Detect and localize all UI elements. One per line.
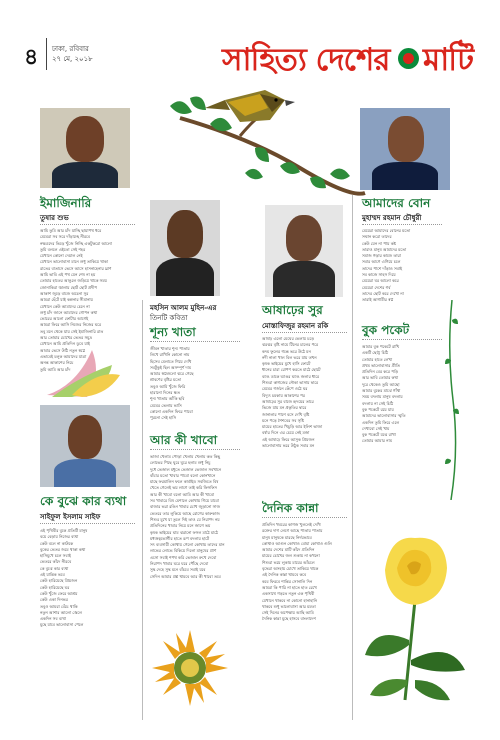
poem-line: আমি ভাবি এই পথ যেন শেষ না হয় bbox=[40, 272, 96, 278]
poem-line: মনে পড়ে শৈশবের সব সৃষ্টি bbox=[262, 417, 304, 423]
dotted-separator bbox=[150, 341, 240, 342]
poem-line: দূরে থেকেও তুমি আছো bbox=[362, 381, 400, 387]
poem-line: যেখানে কেউ আমাদের চেনে না bbox=[40, 303, 90, 309]
poem-line: বুকের ভেতর জমে থাকা কথা bbox=[40, 546, 86, 552]
poem-line: প্রতিদিন খবরের কাগজ খুললেই দেখি bbox=[262, 522, 321, 527]
poem-line: কেউ খুঁজে ফেরে আশ্রয় bbox=[40, 590, 78, 596]
poem-line: জোনাকিরা জ্বালায় ছোট ছোট প্রদীপ bbox=[40, 284, 97, 290]
date-line bbox=[52, 44, 93, 64]
rose-illustration bbox=[355, 530, 475, 705]
poem-title: আমাদের বোন bbox=[362, 196, 431, 210]
poem-line: আর তোমার চোখের ভেতর সমুদ্র bbox=[40, 335, 93, 341]
poem-line: সৎ ব্যবসায়ী কোথায় গেলো কোথায় তাদের মান bbox=[150, 542, 225, 548]
poem-line: তোমার হাতে লেখা bbox=[362, 356, 393, 362]
poem-line: বদলায় না সেই চিঠি bbox=[362, 400, 394, 406]
poem-line: কে বুঝে কার ব্যথা bbox=[40, 565, 69, 571]
poem-line: এই দৈনিক কান্না থামবে কবে bbox=[262, 572, 307, 578]
poem-line: তবু মনে থেকে যায় সেই ইমাজিনারি রাত bbox=[40, 328, 104, 334]
poem-line: তোমার আমার নাম bbox=[362, 438, 392, 444]
poem-line: ভাজা খেলাম পোড়া খেলাম খেলাম কত কিছু bbox=[150, 454, 221, 459]
poem-author: সাইফুল ইসলাম সাইফ bbox=[40, 513, 101, 521]
poem-line: যেখানে কোনো দেয়াল নেই bbox=[40, 253, 83, 259]
poem-line: তারাই আগামীর স্বপ্ন bbox=[362, 297, 394, 303]
dotted-separator bbox=[40, 224, 135, 225]
dotted-separator bbox=[262, 517, 347, 518]
poem-line: নতুন আশার আলো জ্বেলে bbox=[40, 609, 82, 615]
poem-line: জীবন খাতার শূন্য পাতায় bbox=[150, 346, 190, 351]
poem-line: আষাঢ় এলো মেঘের ভেলায় চড়ে bbox=[262, 336, 314, 341]
poem-title: দৈনিক কান্না bbox=[262, 501, 319, 515]
poem-line: মায়ের চোখের জল শুকায় না কখনো bbox=[262, 553, 320, 559]
poem-line: খেতে গেলেই ভয় লাগে তাই করি ফিসফিস bbox=[150, 485, 217, 491]
poem-line: আমার বুকের মাঝে গাঁথা bbox=[362, 388, 401, 394]
poem-line: বিদ্যুৎ চমকায় আকাশের পর bbox=[262, 392, 305, 398]
poem-line: সবটুকুই ছিল অসম্পূর্ণ দাম bbox=[150, 364, 191, 370]
bird-on-branch-illustration bbox=[160, 78, 370, 198]
poem-line: একদিন সব ব্যথা bbox=[40, 616, 67, 622]
poem-title: আষাঢ়ের সুর bbox=[262, 303, 323, 317]
poem-line: আর ভাবি তোমার কথা bbox=[362, 375, 399, 381]
poem-line: হিসেব মেলাতে গিয়ে দেখি bbox=[150, 358, 192, 364]
author-photo-rocky bbox=[265, 205, 343, 297]
sunflower-illustration bbox=[150, 628, 230, 708]
poem-line: মুছে যাবে ভালোবাসা পেলে bbox=[40, 622, 84, 628]
poem-line: কেউ হারিয়েছে প্রিয়জন bbox=[40, 578, 78, 584]
poem-line: রাতের বাতাসে ভেসে আসে হাসনাহেনার ঘ্রাণ bbox=[40, 265, 112, 271]
poem-line: লাভের লোভে বিকিয়ে দিলো মানুষের প্রাণ bbox=[150, 548, 217, 554]
flag-emblem-icon bbox=[398, 48, 419, 69]
poem-line: দৈনিক কান্না মুছে হাসবে বাংলাদেশ bbox=[262, 616, 316, 622]
poem-line: বৃদ্ধেরা অসহায় চোখে তাকিয়ে থাকে bbox=[262, 566, 319, 572]
author-photo-chowdhury bbox=[360, 108, 450, 190]
page-number: ৪ bbox=[24, 44, 39, 70]
poem-line: মায়ের হাতের খিচুড়ি আর ইলিশ ভাজা bbox=[262, 424, 323, 430]
poem-author: মোস্তাফিজুর রহমান রকি bbox=[262, 322, 329, 330]
poem-line: আমরা হেঁটে যাই কল্পনার সীমানায় bbox=[40, 297, 93, 303]
poem-line: জানালার পাশে বসে দেখি বৃষ্টি bbox=[262, 411, 310, 417]
poem-line: সম্মান করো তাদের bbox=[362, 234, 392, 240]
poem-line: সমাজ গড়ার কাজে তারা bbox=[362, 253, 401, 259]
poem-line: কদম ফুলের গন্ধে ভরে উঠে মন bbox=[262, 348, 311, 354]
poem-line: যেখানে আমি প্রতিদিন ডুবে যাই bbox=[40, 341, 90, 347]
author-photo-tushar bbox=[40, 108, 130, 188]
vine-decoration-icon bbox=[445, 300, 459, 500]
poem-author: তুষার শুভ bbox=[40, 214, 69, 222]
poem-line: ভালোবাসায় ভরে উঠুক সবার মন bbox=[262, 443, 315, 449]
poem-line: হারানো দিনের ক্ষত bbox=[150, 390, 181, 396]
poem-line: বুক পকেটে রয়ে যায় bbox=[362, 406, 394, 412]
poem-line: একদিন তুমি ফিরে এলে bbox=[362, 419, 400, 425]
poem-line: কোনো একদিন ফিরে পাবো bbox=[150, 408, 193, 414]
poem-subtitle: তিনটি কবিতা bbox=[150, 314, 188, 322]
poem-line: বুক পকেটে যত্নে রাখা bbox=[362, 432, 396, 438]
author-photo-mohsin bbox=[150, 200, 220, 296]
poem-line: মানুষ মানুষকে মারছে নির্দয়ভাবে bbox=[262, 534, 312, 540]
poem-line: সেই দিনের অপেক্ষায় আছি আমি bbox=[262, 610, 314, 616]
poem-body bbox=[362, 344, 444, 512]
poem-line: এই পৃথিবীর বুকে প্রতিটি মানুষ bbox=[40, 528, 88, 533]
poem-line: এই আষাঢ়ে ফিরে আসুক প্রিয়জন bbox=[262, 436, 315, 442]
poem-line: শূন্য খাতায় আঁকি ছবি bbox=[150, 396, 185, 402]
poem-author: মুহাম্মদ রহমান চৌধুরী bbox=[362, 214, 422, 222]
dotted-separator bbox=[362, 224, 442, 225]
poem-line: মেয়েরা আমাদের বোনের মতো bbox=[362, 228, 411, 233]
poem-line: শিশুরা কাগজের নৌকা ভাসায় দ্বারে bbox=[262, 380, 319, 386]
poem-line: মেঘের ভেলায় ভাসি bbox=[150, 402, 182, 408]
poem-title: শূন্য খাতা bbox=[150, 325, 196, 339]
poem-line: আমাদের ভালোবাসার স্মৃতি bbox=[362, 413, 406, 419]
poem-line: কৃষক ভাইয়ের ঘাম ঝরানো ফসল মাঠে মাঠে bbox=[150, 529, 219, 535]
poem-line: যেখানে থাকবে না কোনো হানাহানি bbox=[262, 597, 318, 603]
poem-line: এভাবেই চলুক আমাদের যাত্রা bbox=[40, 353, 87, 359]
poem-line: প্রতিদিনের খাবার নিয়ে মনে জাগে ভয় bbox=[150, 523, 211, 529]
poem-body bbox=[40, 528, 138, 696]
poem-line: মধ্যস্বত্বভোগীর হাতে রূপ বদলায় হাটে bbox=[150, 535, 210, 541]
poem-line: আকাশ জুড়ে বাজে অচেনা সুর bbox=[40, 290, 89, 296]
poem-line: তবুও আমরা বেঁচে থাকি bbox=[40, 603, 78, 609]
poem-line: মাছে ফরমালিন ফলে কার্বাইড সবজিতে বিষ bbox=[150, 479, 219, 485]
poem-line: ভেতরে তার লুকিয়ে আছে রোগের কারুকাজ bbox=[150, 510, 220, 516]
poem-line: আমার স্বপ্নগুলো ঝরে গেছে bbox=[150, 371, 194, 377]
poem-line: কেউ বলে না কাউকে bbox=[40, 540, 74, 546]
poem-line: বর্ষার দিনে এর চেয়ে নেই মজা bbox=[262, 430, 310, 436]
poem-line: শ্রাবণের বৃষ্টির মতো bbox=[150, 377, 182, 383]
poem-line: আর কী খাবো বলো আমি আর কী খাবো bbox=[150, 491, 215, 497]
poem-line: বাজার ভরা রঙিন খাবার চোখ জুড়ানো সাজ bbox=[150, 504, 221, 510]
poem-line: সুস্থ দেহে সুস্থ মনে বাঁচবে সবাই যবে bbox=[150, 567, 206, 573]
dotted-separator bbox=[362, 339, 442, 340]
poem-line: ব্যাঙ ডাকে ঘ্যাঙর ঘ্যাঙ জলার ধারে bbox=[262, 373, 320, 379]
header-divider bbox=[46, 38, 47, 70]
poem-line: শুধু চাঁদ জানে আমাদের গোপন কথা bbox=[40, 309, 98, 315]
poem-line: পুরনো সেই হাসি bbox=[150, 415, 177, 421]
masthead-title-part1: সাহিত্য দেশের bbox=[222, 42, 390, 78]
poem-line: আমরা কি পারি না হাতে হাত রেখে bbox=[262, 584, 317, 590]
poem-title: বুক পকেট bbox=[362, 323, 410, 337]
poem-line: শিশুরা ভয়ে লুকায় মায়ের আঁচলে bbox=[262, 559, 315, 565]
poem-line: দুধে ভেজাল মধুতে ভেজাল ভেজাল সবখানে bbox=[150, 466, 221, 472]
poem-line: প্রথম ভালোবাসার প্রীতি bbox=[362, 362, 400, 368]
poem-line: তবুও আমি খুঁজে ফিরি bbox=[150, 383, 186, 389]
poem-line: সব খাবারে বিষ মেশালে কোথায় গিয়ে যাবো bbox=[150, 498, 219, 504]
poem-line: তুমি আমি আর চাঁদ bbox=[40, 366, 71, 372]
poem-body bbox=[262, 336, 348, 494]
poem-title: আর কী খাবো bbox=[150, 433, 218, 447]
poem-line: কেউ যেন না পায় কষ্ট bbox=[362, 240, 396, 246]
poem-body bbox=[40, 228, 140, 378]
poem-body bbox=[262, 522, 348, 690]
dotted-separator bbox=[262, 332, 347, 333]
poem-line: আবার ভেসে উঠি নতুন স্বপ্নে bbox=[40, 347, 86, 353]
poem-line: কেউ হারিয়েছে ঘর bbox=[40, 584, 70, 590]
poem-line: ভেতরে কাঁদে নীরবে bbox=[40, 559, 72, 565]
poem-title: কে বুঝে কার ব্যথা bbox=[40, 494, 127, 508]
poem-line: লিখে রাখিনি কোনো নাম bbox=[150, 352, 190, 358]
poem-line: সময় বদলায় মানুষ বদলায় bbox=[362, 394, 403, 400]
poem-line: প্রতিদিন বের করে পড়ি bbox=[362, 369, 398, 375]
poem-line: কৃষক ভাইয়ের মুখে হাসি ফোটে bbox=[262, 361, 311, 367]
poem-body bbox=[362, 228, 444, 318]
poem-line: বাঁচার মতো খাবার পাবো বলো কোনখানে bbox=[150, 472, 216, 478]
poem-body bbox=[150, 346, 245, 426]
poem-line: এই যান্ত্রিক ভবে bbox=[40, 572, 65, 578]
poem-line: আমি তুমি আর চাঁদ যাচ্ছি ছায়াপথ ধরে bbox=[40, 228, 102, 233]
poem-line: সব কাজে সাহস দিয়ে bbox=[362, 272, 396, 278]
poem-author: মহসিন আলম মুহিন-এর bbox=[150, 304, 217, 312]
poem-line: একসাথে গড়তে নতুন এক পৃথিবী bbox=[262, 591, 315, 597]
author-photo-saiful bbox=[40, 405, 130, 487]
poem-line: বয়ে বেড়ায় নিজের ব্যথা bbox=[40, 534, 79, 540]
poem-line: মেঘেরা সব সরে দাঁড়াচ্ছে নীরবে bbox=[40, 234, 90, 240]
poem-line: মেঘের গর্জনে কেঁপে ওঠে ঘর bbox=[262, 386, 308, 392]
date-line-1: ঢাকা, রবিবার bbox=[52, 45, 89, 53]
poem-line: তোমার হাতের আঙুলে জড়িয়ে থাকে সময় bbox=[40, 278, 107, 284]
poem-line: তুমি বললে এইতো সেই শহর bbox=[40, 246, 86, 252]
poem-line: রক্তের দাগ লেগে আছে পাতায় পাতায় bbox=[262, 528, 323, 534]
poem-line: মেয়েরা ঘর আলো করে bbox=[362, 278, 399, 284]
poem-line: তাদের পাশে দাঁড়াও সবাই bbox=[362, 265, 403, 271]
poem-line: আমার বুক পকেটে রাখি bbox=[362, 344, 400, 349]
poem-line: নিরাপদ খাবার ঘরে ঘরে পৌঁছে দেবো bbox=[150, 561, 209, 567]
date-line-2: ২৭ মে, ২০১৮ bbox=[52, 55, 93, 63]
poem-line: শিশুর মুখে যা তুলে দিই তাও যে নিরাপদ নয় bbox=[150, 516, 220, 522]
poem-line: অনন্ত আকাশের নিচে bbox=[40, 360, 74, 366]
poem-line: এসো সবাই শপথ করি ভেজাল রুখে দেবো bbox=[150, 554, 217, 560]
poem-line: নদী নালা খাল বিল ভরে যায় তখন bbox=[262, 354, 317, 360]
poem-line: আমরা ফিরে আসি নিজের নিজের ঘরে bbox=[40, 322, 102, 328]
poem-line: ভোরের আলো ফোটার আগেই bbox=[40, 316, 89, 322]
poem-line: আষাঢ়ের সুর বাজে হৃদয়ের তারে bbox=[262, 398, 314, 404]
poem-line: নক্ষত্রদের ভিড়ে খুঁজে নিচ্ছি একটুকরো আলো bbox=[40, 240, 112, 246]
poem-line: লোভের পিছে ঘুরে ঘুরে হলাম শুধু নিচু bbox=[150, 460, 211, 466]
poem-line: ধানের চারা রোপণ করতে মাঠে ছোটে bbox=[262, 367, 321, 373]
poem-line: কবে ফিরবে শান্তির সোনালি দিন bbox=[262, 578, 313, 584]
column-rule bbox=[142, 300, 143, 720]
poem-line: আমার দেশের মাটি কাঁদে প্রতিদিন bbox=[262, 547, 315, 553]
poem-title: ইমাজিনারি bbox=[40, 196, 92, 210]
poem-line: একটি ছোট্ট চিঠি bbox=[362, 350, 389, 356]
poem-line: কোথাও আগুন কোথাও বোমা কোথাও গুলি bbox=[262, 540, 332, 546]
dotted-separator bbox=[150, 449, 240, 450]
poem-line: ভিজে যায় মন প্রকৃতির দ্বারে bbox=[262, 405, 307, 411]
poem-line: হাসিমুখে চলে সবাই bbox=[40, 553, 71, 559]
masthead-title-part2: মাটি bbox=[423, 42, 473, 78]
poem-line: তারাও মানুষ আমাদের মতো bbox=[362, 246, 407, 252]
poem-line: সেদিন আমার প্রশ্ন থামবে আর কী খাবো তবে bbox=[150, 573, 221, 579]
poem-line: সবার আগে এগিয়ে চলে bbox=[362, 259, 401, 265]
poem-line: যেখানে ভালোবাসা মানে শুধু তাকিয়ে থাকা bbox=[40, 259, 108, 265]
poem-line: থাকবে শুধু ভালোবাসা আর মমতা bbox=[262, 603, 316, 609]
column-rule bbox=[352, 195, 353, 720]
poem-line: দেখাবো সেই খাম bbox=[362, 425, 390, 431]
dotted-separator bbox=[40, 523, 135, 524]
poem-line: তাদের ছোট করে দেখো না bbox=[362, 290, 404, 296]
poem-line: কেউ একা দিনভর bbox=[40, 597, 68, 603]
poem-line: ঝরঝর বৃষ্টি নামে টিনের চালের পরে bbox=[262, 342, 319, 348]
poem-line: মেয়েরা দেশের গর্ব bbox=[362, 284, 391, 290]
poem-body bbox=[150, 454, 255, 624]
